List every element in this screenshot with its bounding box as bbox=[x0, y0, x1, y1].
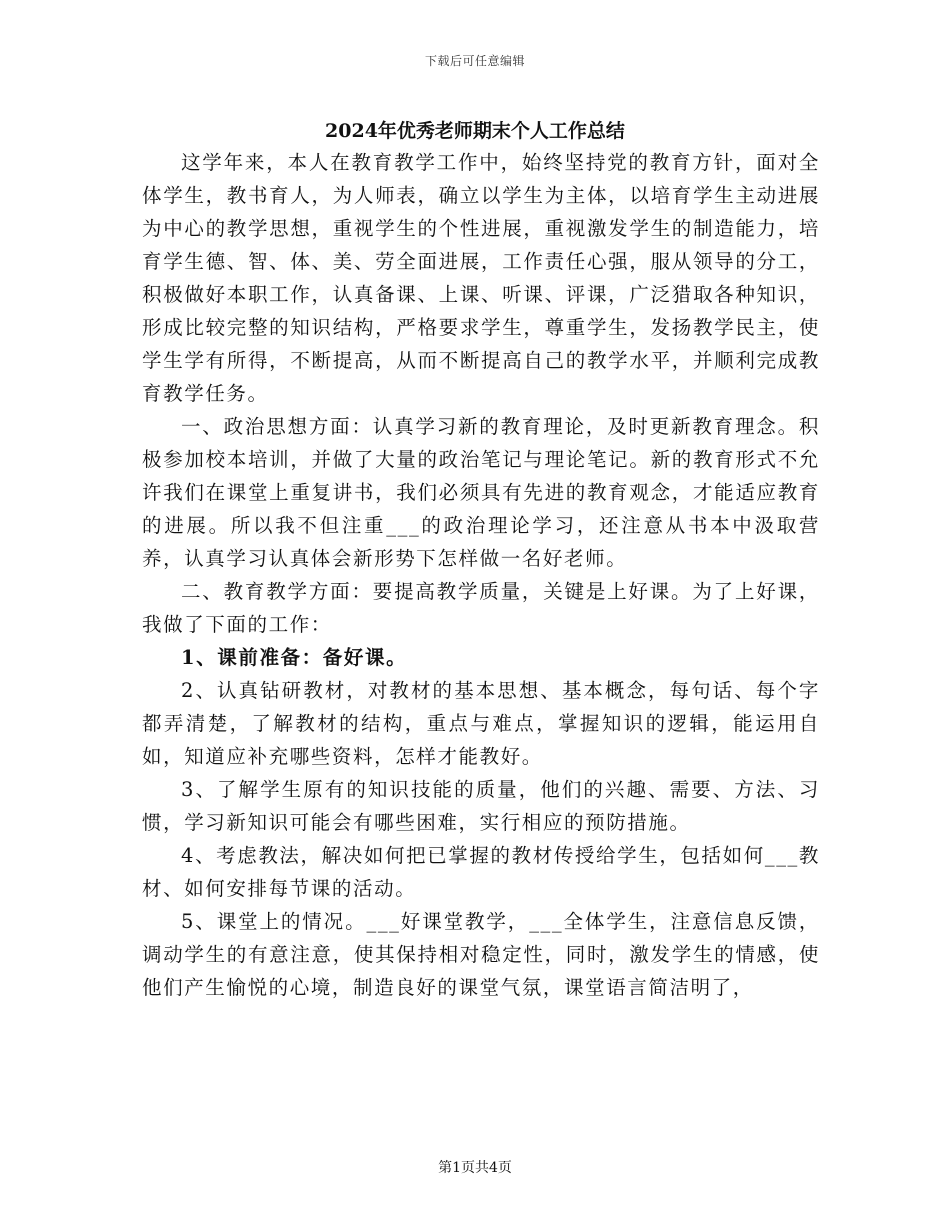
paragraph-political-thought: 一、政治思想方面：认真学习新的教育理论，及时更新教育理念。积极参加校本培训，并做了大量的政治笔记与理论笔记。新的教育形式不允许我们在课堂上重复讲书，我们必须具有先进的教育观念，才能适应教育的进展。所以我不但注重___的政治理论学习，还注意从书本中汲取营养，认真学习认真体会新形势下怎样做一名好老师。 bbox=[142, 415, 820, 570]
paragraph-study-materials: 2、认真钻研教材，对教材的基本思想、基本概念，每句话、每个字都弄清楚，了解教材的结构，重点与难点，掌握知识的逻辑，能运用自如，知道应补充哪些资料，怎样才能教好。 bbox=[142, 679, 820, 768]
paragraph-teaching-methods: 4、考虑教法，解决如何把已掌握的教材传授给学生，包括如何___教材、如何安排每节课的活动。 bbox=[142, 844, 820, 900]
page-number-footer: 第1页共4页 bbox=[438, 1160, 512, 1176]
paragraph-intro: 这学年来，本人在教育教学工作中，始终坚持党的教育方针，面对全体学生，教书育人，为人师表，确立以学生为主体，以培育学生主动进展为中心的教学思想，重视学生的个性进展，重视激发学生的制造能力，培育学生德、智、体、美、劳全面进展，工作责任心强，服从领导的分工，积极做好本职工作，认真备课、上课、听课、评课，广泛猎取各种知识，形成比较完整的知识结构，严格要求学生，尊重学生，发扬教学民主，使学生学有所得，不断提高，从而不断提高自己的教学水平，并顺利完成教育教学任务。 bbox=[142, 151, 820, 405]
paragraph-teaching-intro: 二、教育教学方面：要提高教学质量，关键是上好课。为了上好课，我做了下面的工作： bbox=[142, 580, 820, 636]
paragraph-lesson-prep-heading: 1、课前准备：备好课。 bbox=[181, 646, 408, 669]
page-header-note: 下载后可任意编辑 bbox=[424, 54, 525, 68]
document-body bbox=[142, 146, 820, 1004]
paragraph-know-students: 3、了解学生原有的知识技能的质量，他们的兴趣、需要、方法、习惯，学习新知识可能会有哪些困难，实行相应的预防措施。 bbox=[142, 778, 820, 834]
paragraph-classroom: 5、课堂上的情况。___好课堂教学，___全体学生，注意信息反馈，调动学生的有意注意，使其保持相对稳定性，同时，激发学生的情感，使他们产生愉悦的心境，制造良好的课堂气氛，课堂语言简洁明了， bbox=[142, 910, 820, 999]
document-title: 2024年优秀老师期末个人工作总结 bbox=[325, 120, 625, 142]
